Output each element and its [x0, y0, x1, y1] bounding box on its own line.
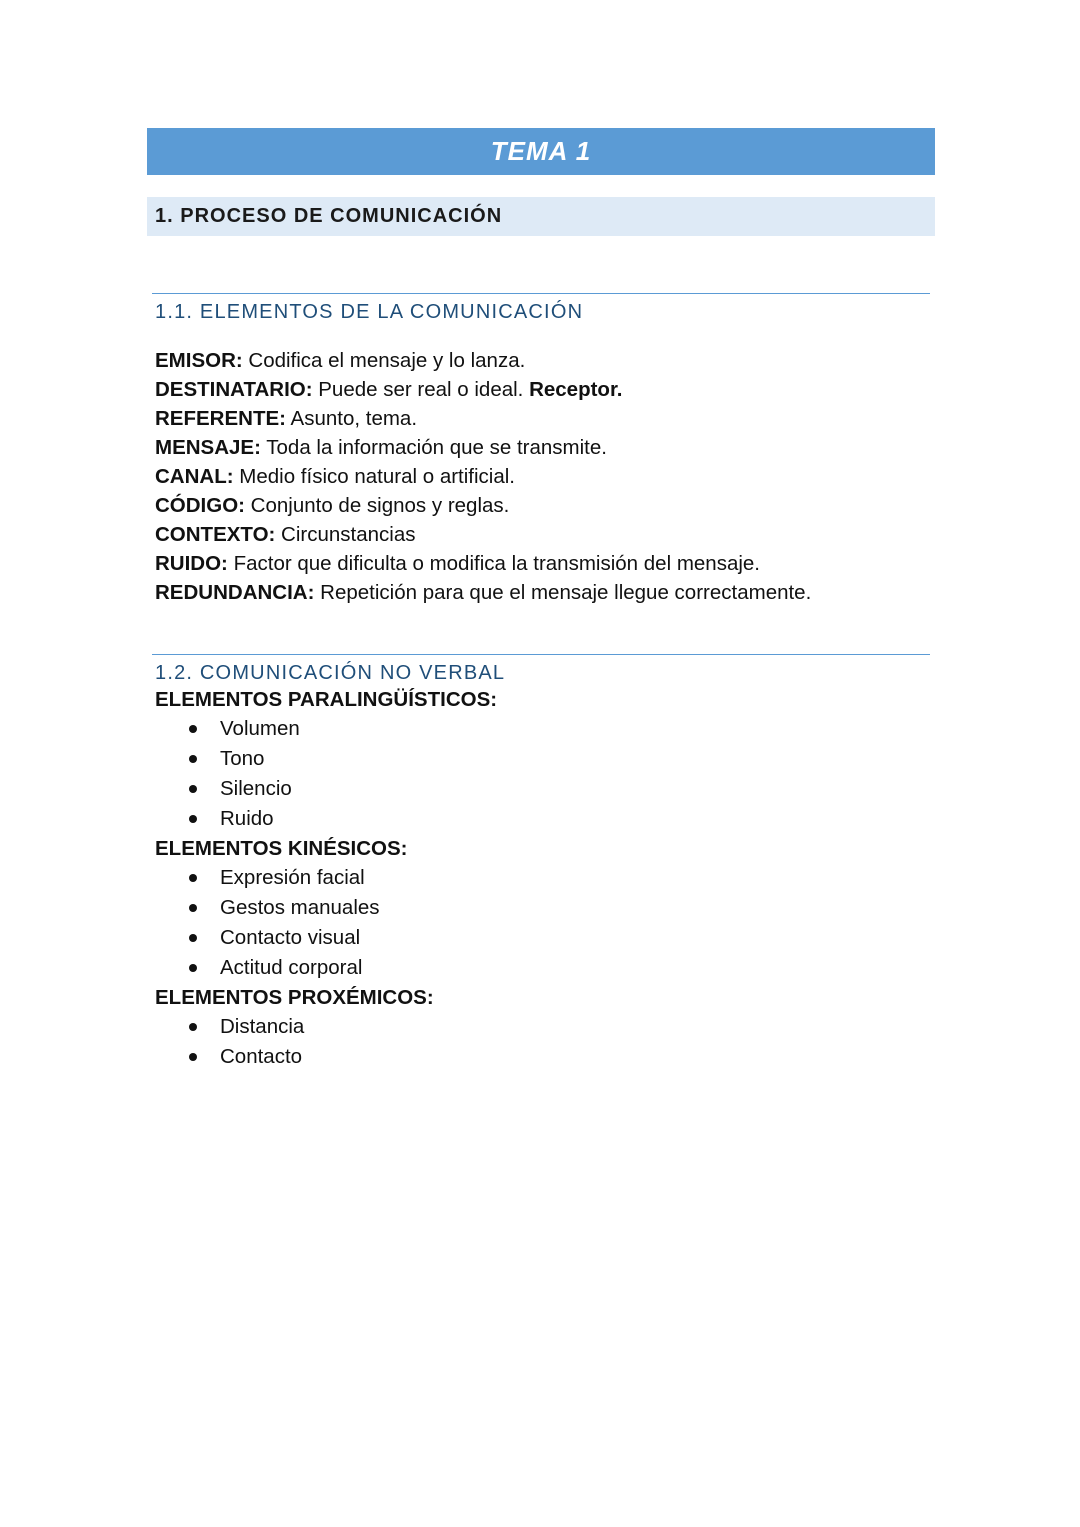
definition-text: Medio físico natural o artificial. [233, 465, 516, 488]
definition-ruido [155, 549, 935, 578]
definition-extra: Receptor. [529, 378, 623, 401]
bullet-icon [189, 1023, 197, 1031]
list-item: Silencio [185, 774, 935, 804]
bullet-list-proxemicos [185, 1012, 935, 1072]
definition-term: REDUNDANCIA: [155, 581, 315, 604]
bullet-icon [189, 785, 197, 793]
definition-term: REFERENTE: [155, 407, 286, 430]
list-item: Volumen [185, 714, 935, 744]
chapter-banner [147, 197, 935, 236]
definition-contexto [155, 520, 935, 549]
definition-term: CÓDIGO: [155, 494, 245, 517]
list-item: Actitud corporal [185, 953, 935, 983]
definition-term: CONTEXTO: [155, 523, 276, 546]
list-item: Ruido [185, 804, 935, 834]
definition-text: Codifica el mensaje y lo lanza. [242, 349, 526, 372]
definition-term: EMISOR: [155, 349, 243, 372]
bullet-icon [189, 904, 197, 912]
definition-mensaje [155, 433, 935, 462]
definition-text: Circunstancias [275, 523, 416, 546]
list-item: Contacto [185, 1042, 935, 1072]
group-title-kinesicos: ELEMENTOS KINÉSICOS: [155, 837, 408, 860]
section-divider [152, 654, 930, 655]
definition-term: DESTINATARIO: [155, 378, 313, 401]
definition-term: MENSAJE: [155, 436, 261, 459]
definition-emisor [155, 346, 935, 375]
section-divider [152, 293, 930, 294]
group-title-paralinguisticos: ELEMENTOS PARALINGÜÍSTICOS: [155, 688, 498, 711]
bullet-icon [189, 934, 197, 942]
chapter-heading: 1. PROCESO DE COMUNICACIÓN [155, 205, 503, 227]
definition-text: Toda la información que se transmite. [260, 436, 607, 459]
bullet-icon [189, 874, 197, 882]
bullet-icon [189, 1053, 197, 1061]
section-heading-no-verbal: 1.2. COMUNICACIÓN NO VERBAL [155, 662, 506, 684]
definition-codigo [155, 491, 935, 520]
definitions-list [155, 346, 935, 607]
list-item: Gestos manuales [185, 893, 935, 923]
definition-canal [155, 462, 935, 491]
bullet-icon [189, 725, 197, 733]
section-heading-elementos: 1.1. ELEMENTOS DE LA COMUNICACIÓN [155, 301, 584, 323]
definition-referente [155, 404, 935, 433]
bullet-icon [189, 755, 197, 763]
list-item: Distancia [185, 1012, 935, 1042]
definition-term: RUIDO: [155, 552, 228, 575]
title-banner [147, 128, 935, 175]
definition-term: CANAL: [155, 465, 234, 488]
bullet-list-kinesicos [185, 863, 935, 983]
definition-text: Conjunto de signos y reglas. [244, 494, 510, 517]
group-title-proxemicos: ELEMENTOS PROXÉMICOS: [155, 986, 434, 1009]
bullet-icon [189, 964, 197, 972]
document-page [147, 128, 935, 1072]
list-item: Contacto visual [185, 923, 935, 953]
bullet-list-paralinguisticos [185, 714, 935, 834]
definition-text: Asunto, tema. [285, 407, 418, 430]
definition-text: Puede ser real o ideal. [312, 378, 530, 401]
document-title: TEMA 1 [490, 136, 592, 166]
list-item: Expresión facial [185, 863, 935, 893]
definition-redundancia [155, 578, 935, 607]
definition-text: Factor que dificulta o modifica la transmisión del mensaje. [227, 552, 760, 575]
list-item: Tono [185, 744, 935, 774]
bullet-icon [189, 815, 197, 823]
definition-text: Repetición para que el mensaje llegue correctamente. [314, 581, 812, 604]
definition-destinatario [155, 375, 935, 404]
